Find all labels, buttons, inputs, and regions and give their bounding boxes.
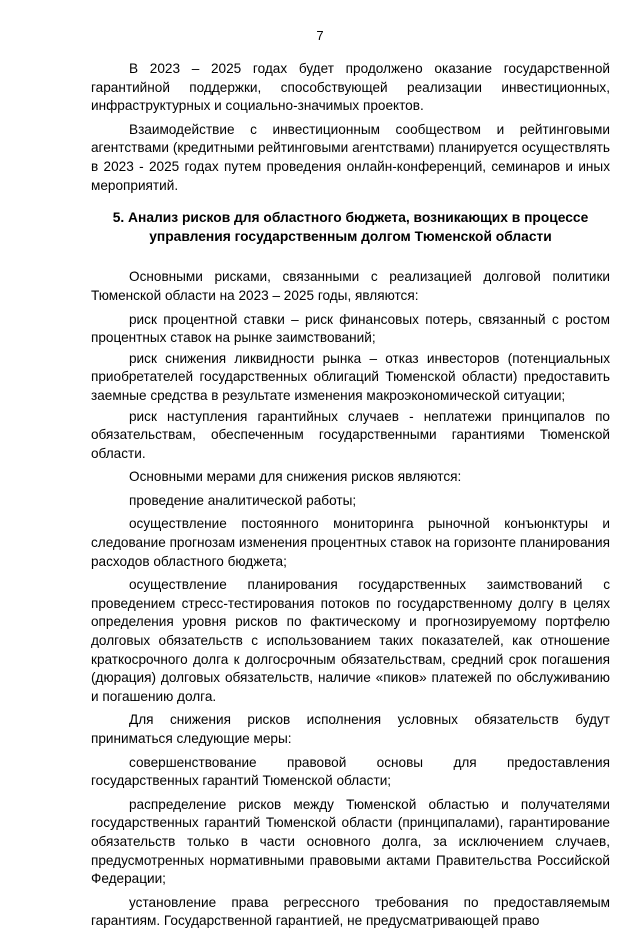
document-body [91,60,610,936]
paragraph: Взаимодействие с инвестиционным сообществом и рейтинговыми агентствами (кредитными рейтинговыми агентствами) планируется осуществлять в 2023 - 2025 годах путем проведения онлайн-конференций, семинаров и иных мероприятий. [91,121,610,193]
paragraph: осуществление планирования государственных заимствований с проведением стресс-тестирования потоков по государственному долгу в целях определения уровня рисков по фактическому и прогнозируемому портфелю долговых обязательств с использованием таких показателей, как отношение краткосрочного долга к долгосрочным обязательствам, средний срок погашения (дюрация) долговых обязательств, наличие «пиков» платежей по обслуживанию и погашению долга. [91,577,610,704]
paragraph: проведение аналитической работы; [129,492,357,508]
paragraph: риск снижения ликвидности рынка – отказ инвесторов (потенциальных приобретателей государственных облигаций Тюменской области) предоставить заемные средства в результате изменения макроэкономической ситуации; [91,350,610,403]
paragraph: Основными мерами для снижения рисков являются: [129,469,462,485]
paragraph: риск процентной ставки – риск финансовых потерь, связанный с ростом процентных ставок на рынке заимствований; [91,311,610,346]
page-number: 7 [316,28,324,43]
paragraph: осуществление постоянного мониторинга рыночной конъюнктуры и следование прогнозам изменения процентных ставок на горизонте планирования расходов областного бюджета; [91,516,610,569]
paragraph: Для снижения рисков исполнения условных обязательств будут приниматься следующие меры: [91,712,610,746]
paragraph: Основными рисками, связанными с реализацией долговой политики Тюменской области на 2023 – 2025 годы, являются: [91,269,610,303]
paragraph: совершенствование правовой основы для предоставления государственных гарантий Тюменской области; [91,754,610,789]
paragraph: риск наступления гарантийных случаев - неплатежи принципалов по обязательствам, обеспеченным государственными гарантиями Тюменской области. [91,408,610,461]
section-heading: 5. Анализ рисков для областного бюджета, возникающих в процессе управления государственным долгом Тюменской области [112,210,589,244]
paragraph: распределение рисков между Тюменской областью и получателями государственных гарантий Тюменской области (принципалами), гарантирование обязательств только в части основного долга, за исключением случаев, предусмотренных нормативными правовыми актами Правительства Российской Федерации; [91,796,610,887]
paragraph: В 2023 – 2025 годах будет продолжено оказание государственной гарантийной поддержки, способствующей реализации инвестиционных, инфраструктурных и социально-значимых проектов. [91,61,610,114]
paragraph: установление права регрессного требования по предоставляемым гарантиям. Государственной гарантией, не предусматривающей право [91,894,610,929]
